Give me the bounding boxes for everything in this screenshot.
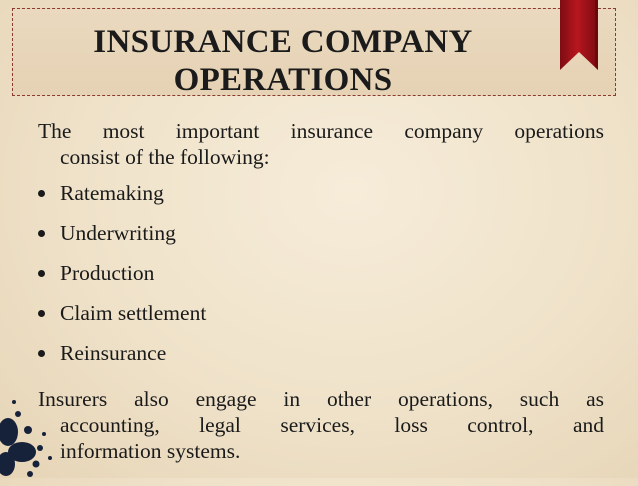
- outro-line-2: accounting, legal services, loss control, and: [60, 413, 604, 437]
- title-line-2: OPERATIONS: [173, 62, 393, 98]
- list-item: [38, 260, 604, 300]
- slide-body: [38, 118, 604, 486]
- list-item: [38, 340, 604, 380]
- outro-paragraph: [38, 386, 604, 464]
- list-item-text: Production: [60, 261, 155, 285]
- bullet-icon: [38, 270, 45, 277]
- list-item-text: Underwriting: [60, 221, 176, 245]
- ribbon-bookmark-icon: [558, 0, 600, 72]
- title-line-1: INSURANCE COMPANY: [93, 24, 473, 60]
- list-item-text: Reinsurance: [60, 341, 167, 365]
- bullet-icon: [38, 310, 45, 317]
- outro-line-1: Insurers also engage in other operations, such as: [38, 387, 604, 411]
- outro-line-3: information systems.: [60, 439, 241, 463]
- bullet-icon: [38, 190, 45, 197]
- list-item: [38, 300, 604, 340]
- list-item-text: Claim settlement: [60, 301, 207, 325]
- intro-line-1: The most important insurance company operations: [38, 119, 604, 143]
- intro-paragraph: [38, 118, 604, 170]
- list-item: [38, 220, 604, 260]
- intro-line-2: consist of the following:: [60, 145, 270, 169]
- ink-splatter-decoration: [0, 390, 60, 478]
- list-item-text: Ratemaking: [60, 181, 164, 205]
- bullet-list: [38, 180, 604, 380]
- list-item: [38, 180, 604, 220]
- bullet-icon: [38, 230, 45, 237]
- slide-title: [13, 23, 553, 99]
- bullet-icon: [38, 350, 45, 357]
- title-box: [12, 8, 616, 96]
